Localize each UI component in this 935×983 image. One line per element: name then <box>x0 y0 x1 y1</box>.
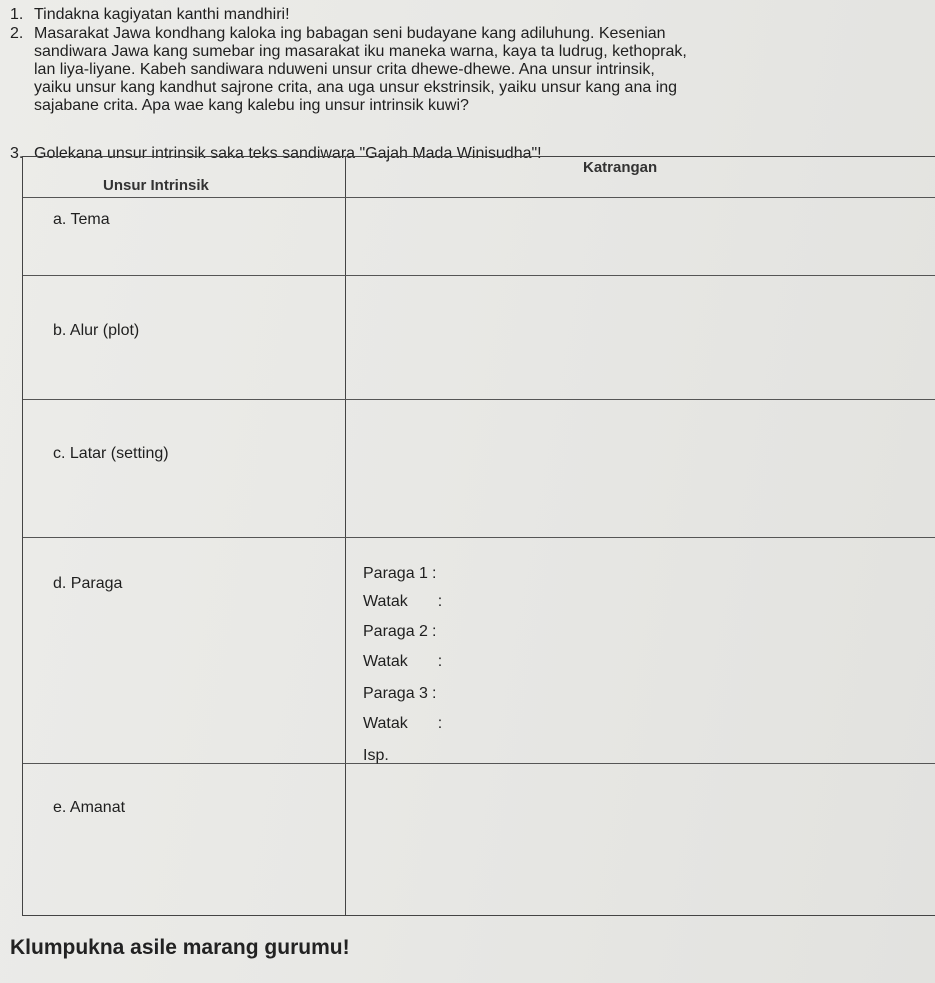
question-line: yaiku unsur kang kandhut sajrone crita, ana uga unsur ekstrinsik, yaiku unsur kang ana ing <box>34 79 678 96</box>
detail-colon: : <box>437 593 443 610</box>
header-katrangan: Katrangan <box>583 159 658 176</box>
detail-label: Paraga 2 <box>363 623 428 640</box>
paraga-detail-line <box>363 715 442 733</box>
question-line: Masarakat Jawa kondhang kaloka ing babagan seni budayane kang adiluhung. Kesenian <box>34 25 666 42</box>
paraga-detail-line <box>363 747 393 765</box>
question-line: lan liya-liyane. Kabeh sandiwara nduweni unsur crita dhewe-dhewe. Ana unsur intrinsik, <box>34 61 655 78</box>
row-label-alur: b. Alur (plot) <box>53 322 140 339</box>
question-line: sajabane crita. Apa wae kang kalebu ing unsur intrinsik kuwi? <box>34 97 469 114</box>
detail-label: Watak <box>363 593 408 610</box>
row-label-latar: c. Latar (setting) <box>53 445 169 462</box>
header-unsur-intrinsik: Unsur Intrinsik <box>103 177 209 194</box>
detail-colon: : <box>437 715 443 732</box>
detail-label: Paraga 3 <box>363 685 428 702</box>
question-number: 3. <box>10 145 24 162</box>
question-text: Golekana unsur intrinsik saka teks sandiwara "Gajah Mada Winisudha"! <box>34 145 542 162</box>
detail-label: Isp. <box>363 747 389 764</box>
row-label-paraga: d. Paraga <box>53 575 123 592</box>
detail-label: Paraga 1 <box>363 565 428 582</box>
detail-label: Watak <box>363 653 408 670</box>
detail-colon: : <box>437 653 443 670</box>
detail-colon: : <box>431 623 437 640</box>
question-2 <box>10 25 687 115</box>
intrinsic-elements-table <box>22 156 935 916</box>
detail-colon: : <box>431 565 437 582</box>
row-label-tema: a. Tema <box>53 211 110 228</box>
question-1 <box>10 6 290 24</box>
detail-colon: : <box>431 685 437 702</box>
row-divider <box>23 275 935 276</box>
paraga-detail-line <box>363 653 442 671</box>
paraga-detail-line <box>363 623 436 641</box>
paraga-detail-line <box>363 593 442 611</box>
row-divider <box>23 537 935 538</box>
paraga-detail-line <box>363 565 436 583</box>
row-divider <box>23 197 935 198</box>
row-divider <box>23 399 935 400</box>
question-number: 1. <box>10 6 24 23</box>
footer-instruction: Klumpukna asile marang gurumu! <box>10 936 350 959</box>
detail-label: Watak <box>363 715 408 732</box>
row-divider <box>23 763 935 764</box>
question-text: Tindakna kagiyatan kanthi mandhiri! <box>34 6 290 23</box>
question-line: sandiwara Jawa kang sumebar ing masarakat iku maneka warna, kaya ta ludrug, kethoprak, <box>34 43 687 60</box>
paraga-detail-line <box>363 685 436 703</box>
question-number: 2. <box>10 25 24 42</box>
row-label-amanat: e. Amanat <box>53 799 126 816</box>
column-divider <box>345 157 346 915</box>
